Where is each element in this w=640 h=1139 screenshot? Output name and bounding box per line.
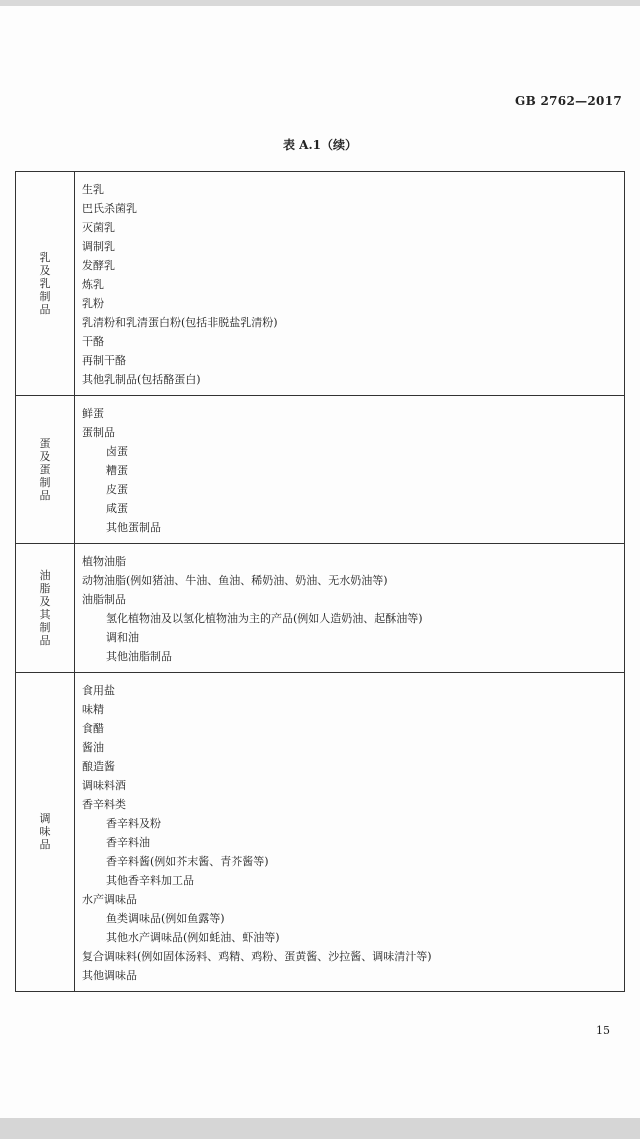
category-item: 乳清粉和乳清蛋白粉(包括非脱盐乳清粉) [82, 316, 278, 329]
food-category-table [15, 171, 625, 992]
category-item: 油脂制品 [82, 593, 126, 606]
category-group-row [16, 396, 625, 544]
category-label: 油脂及其制品 [39, 568, 51, 647]
subcategory-item: 其他油脂制品 [106, 650, 172, 663]
category-label: 调味品 [39, 812, 51, 851]
subcategory-item: 香辛料酱(例如芥末酱、青芥酱等) [106, 855, 269, 868]
subcategory-item: 其他蛋制品 [106, 521, 161, 534]
category-item: 食醋 [82, 722, 104, 735]
category-items-cell [75, 396, 625, 544]
category-item: 发酵乳 [82, 259, 115, 272]
category-items-cell [75, 673, 625, 992]
category-item: 巴氏杀菌乳 [82, 202, 137, 215]
category-item: 炼乳 [82, 278, 104, 291]
category-group-row [16, 544, 625, 673]
category-item: 鲜蛋 [82, 407, 104, 420]
bottom-bar [0, 1118, 640, 1139]
subcategory-item: 调和油 [106, 631, 139, 644]
category-items-cell [75, 172, 625, 396]
category-item: 蛋制品 [82, 426, 115, 439]
category-item: 乳粉 [82, 297, 104, 310]
category-item: 其他乳制品(包括酪蛋白) [82, 373, 201, 386]
category-item: 酿造酱 [82, 760, 115, 773]
subcategory-item: 鱼类调味品(例如鱼露等) [106, 912, 225, 925]
category-item: 生乳 [82, 183, 104, 196]
category-item: 动物油脂(例如猪油、牛油、鱼油、稀奶油、奶油、无水奶油等) [82, 574, 388, 587]
category-item: 香辛料类 [82, 798, 126, 811]
category-item: 再制干酪 [82, 354, 126, 367]
subcategory-item: 皮蛋 [106, 483, 128, 496]
category-label-cell [16, 673, 75, 992]
subcategory-item: 香辛料油 [106, 836, 150, 849]
category-group-row [16, 172, 625, 396]
category-item: 干酪 [82, 335, 104, 348]
subcategory-item: 糟蛋 [106, 464, 128, 477]
table-caption: 表 A.1（续） [282, 138, 358, 152]
category-label-cell [16, 544, 75, 673]
category-item: 复合调味料(例如固体汤料、鸡精、鸡粉、蛋黄酱、沙拉酱、调味清汁等) [82, 950, 432, 963]
category-item: 灭菌乳 [82, 221, 115, 234]
page-number: 15 [596, 1024, 610, 1037]
category-item: 调味料酒 [82, 779, 126, 792]
subcategory-item: 香辛料及粉 [106, 817, 161, 830]
category-label-cell [16, 172, 75, 396]
subcategory-item: 咸蛋 [106, 502, 128, 515]
category-label: 蛋及蛋制品 [39, 436, 51, 502]
category-item: 酱油 [82, 741, 104, 754]
subcategory-item: 其他水产调味品(例如蚝油、虾油等) [106, 931, 280, 944]
category-item: 味精 [82, 703, 104, 716]
category-item: 植物油脂 [82, 555, 126, 568]
subcategory-item: 氢化植物油及以氢化植物油为主的产品(例如人造奶油、起酥油等) [106, 612, 423, 625]
subcategory-item: 其他香辛料加工品 [106, 874, 194, 887]
standard-code: GB 2762—2017 [515, 94, 622, 108]
category-label-cell [16, 396, 75, 544]
category-group-row [16, 673, 625, 992]
category-item: 食用盐 [82, 684, 115, 697]
document-page [0, 6, 640, 1118]
category-label: 乳及乳制品 [39, 250, 51, 316]
category-items-cell [75, 544, 625, 673]
category-item: 其他调味品 [82, 969, 137, 982]
subcategory-item: 卤蛋 [106, 445, 128, 458]
category-item: 水产调味品 [82, 893, 137, 906]
category-item: 调制乳 [82, 240, 115, 253]
